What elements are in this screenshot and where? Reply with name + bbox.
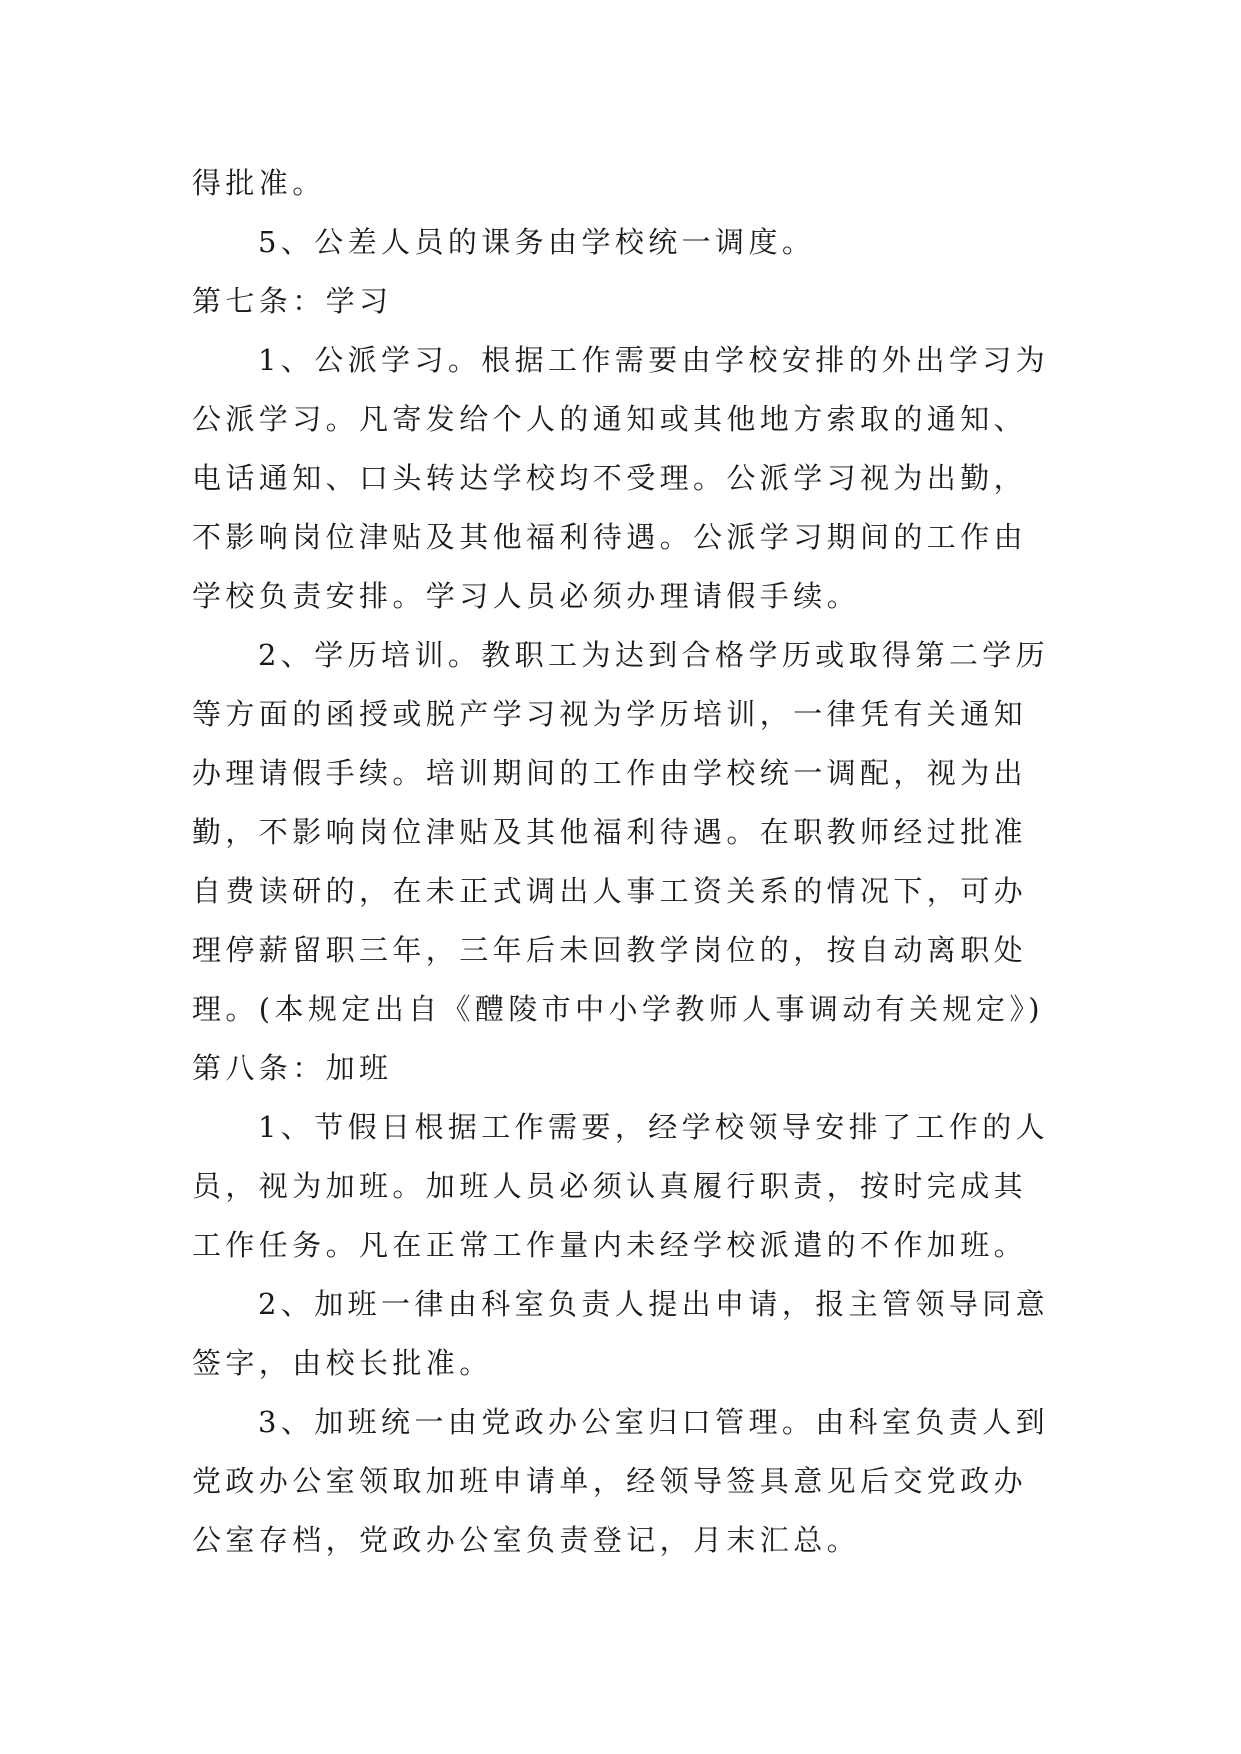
paragraph-overtime-3: 3、加班统一由党政办公室归口管理。由科室负责人到党政办公室领取加班申请单，经领导签具意见后交党政办公室存档，党政办公室负责登记，月末汇总。 xyxy=(192,1405,1050,1557)
paragraph-overtime-1: 1、节假日根据工作需要，经学校领导安排了工作的人员，视为加班。加班人员必须认真履行职责，按时完成其工作任务。凡在正常工作量内未经学校派遣的不作加班。 xyxy=(192,1110,1050,1262)
document-body xyxy=(192,154,1052,1570)
section-heading-article-7: 第七条：学习 xyxy=(192,284,393,318)
paragraph-continuation: 得批准。 xyxy=(192,166,326,200)
paragraph-degree-training: 2、学历培训。教职工为达到合格学历或取得第二学历等方面的函授或脱产学习视为学历培训，一律凭有关通知办理请假手续。培训期间的工作由学校统一调配，视为出勤，不影响岗位津贴及其他福利待遇。在职教师经过批准自费读研的，在未正式调出人事工资关系的情况下，可办理停薪留职三年，三年后未回教学岗位的，按自动离职处理。(本规定出自《醴陵市中小学教师人事调动有关规定》) xyxy=(192,638,1050,1026)
paragraph-item-5: 5、公差人员的课务由学校统一调度。 xyxy=(258,225,816,259)
paragraph-official-study: 1、公派学习。根据工作需要由学校安排的外出学习为公派学习。凡寄发给个人的通知或其他地方索取的通知、电话通知、口头转达学校均不受理。公派学习视为出勤，不影响岗位津贴及其他福利待遇。公派学习期间的工作由学校负责安排。学习人员必须办理请假手续。 xyxy=(192,343,1050,613)
section-heading-article-8: 第八条：加班 xyxy=(192,1051,393,1085)
paragraph-overtime-2: 2、加班一律由科室负责人提出申请，报主管领导同意签字，由校长批准。 xyxy=(192,1287,1050,1380)
